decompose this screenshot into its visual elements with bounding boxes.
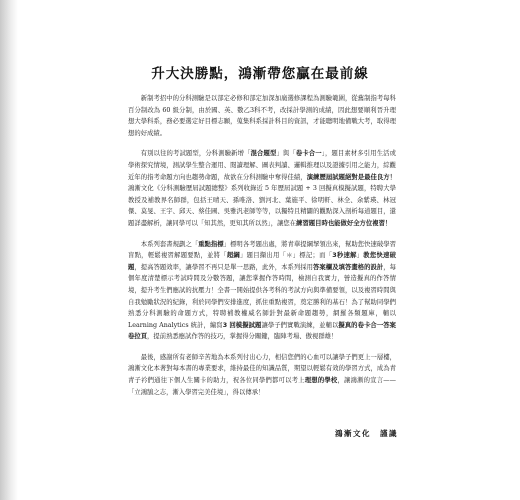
emphasis-text: 教您快速破題 [128,252,396,271]
emphasis-text: 理想的學校 [304,377,338,385]
emphasis-text: 3秒速解 [332,252,357,260]
text-run: 」題目擷出用「＊」標記；而「 [240,252,333,260]
text-run: ，讓鴻漸的宣言——「立鴻鵠之志，漸入學習完美佳境」，得以傳承！ [128,377,396,396]
text-run: 」 [356,252,364,260]
text-run: 」與「 [276,150,296,158]
text-run: ，提高答題效率，讓學習不再只是單一思路，此外，本系列採用 [134,263,314,271]
text-run: 有別以往的考試題型，分科測驗新增「 [140,150,251,158]
text-run: 」，題目素材多引用生活或學術探究情境，測試學生整合運用、閱讀理解、圖表判讀、邏輯推理以及證據引用之能力，綜觀近年的指考命題方向也趨勢命題，故欲在分科測驗中奪得佳績， [128,150,396,181]
emphasis-text: 卷卡合一 [295,150,322,158]
emphasis-text: 混合題型 [250,150,277,158]
emphasis-text: 練習題目時也能做好全方位複習！ [296,219,392,227]
paragraph [128,352,396,398]
paragraph [128,148,396,229]
emphasis-text: 超綱 [226,252,241,260]
text-run: 鴻漸文化《分科測驗歷屆試題總整》系列收錄近 5 年歷屆試題 + 3 回擬真模擬試題，特聘大學教授及補教界名師群，包括王晴天、孫唯洛、劉河北、葉施平、徐明軒、林全、余紫瑛、林冠傑、莫旻、王宇、邱天、蔡佳圃、吳雅汎老師等等，以獨特且精闢的觀點深入剖析每道題目，還題詳盡解析，讓同學可以「知其然，更知其所以然」，讓您在 [128,185,396,227]
emphasis-text: 擬真的卷卡合一答案卷拉頁 [128,321,396,341]
paragraph [128,93,396,139]
text-run: ，每個年度清楚標示考試時間及分數答題，讓您掌握作答時間，檢測自我實力，營造擬真的作答情境，提升考生們應試的抗壓力！全書一開始提供各考科的考試方向與準備要領，以及複習時間與自我勉勵狀況的紀錄，利於同學們安排進度，抓住重點複習，奠定勝利的基石！為了幫助同學們熟悉分科測驗的命題方式，特聘補教權威名師針對最新命題趨勢，網羅各類題庫，輔以 Learning Analytics 統計，編寫 [128,263,396,329]
emphasis-text: 3 回模擬試題 [222,321,262,329]
text-run: 最後，感謝所有老師辛苦地為本系列付出心力，相信您們的心血可以讓學子們更上一層樓，鴻漸文化本著對每本書的專業要求，維持最佳的知識品質，期望以輕鬆有效的學習方式，成為青青子衿們通往下個人生關卡的助力，祝各位同學們都可以考上 [128,353,396,385]
text-run: 讓學子們實戰演練，並輔以 [261,321,339,329]
text-run: ，提前熟悉應試作答的技巧，掌握得分關鍵，臨陣考場、傲視群雄！ [147,333,338,341]
text-run: 本系列套書規劃之「 [140,240,199,248]
emphasis-text: 演練歷屆試題絕對是最佳良方！ [306,173,396,181]
page-title: 升大決勝點，鴻漸帶您贏在最前線 [151,66,369,82]
emphasis-text: 答案欄及填答畫格的設計 [313,263,384,271]
text-run: 新制考招中的分科測驗是以部定必修和部定加深加廣選修課程為測驗範圍，從舊制指考每科百分制改為 60 級分制，由於國、英、數乙3科不考，改採計學測的成績，因此想要順利晉升理想大學科系，務必要選定好目標志願，蒐集科系採計科目的資訊，才能聰明地備戰大考，取得理想的好成績。 [128,95,396,137]
text-run: 」標明各考題出處，將青華提綱挈領出來，幫助您快速破學習盲點，輕鬆複習解題要點，並將「 [128,240,396,260]
preface-body [128,93,396,407]
emphasis-text: 重點指標 [198,240,224,248]
paragraph [128,239,396,343]
signature: 鴻漸文化 謹識 [335,429,398,438]
